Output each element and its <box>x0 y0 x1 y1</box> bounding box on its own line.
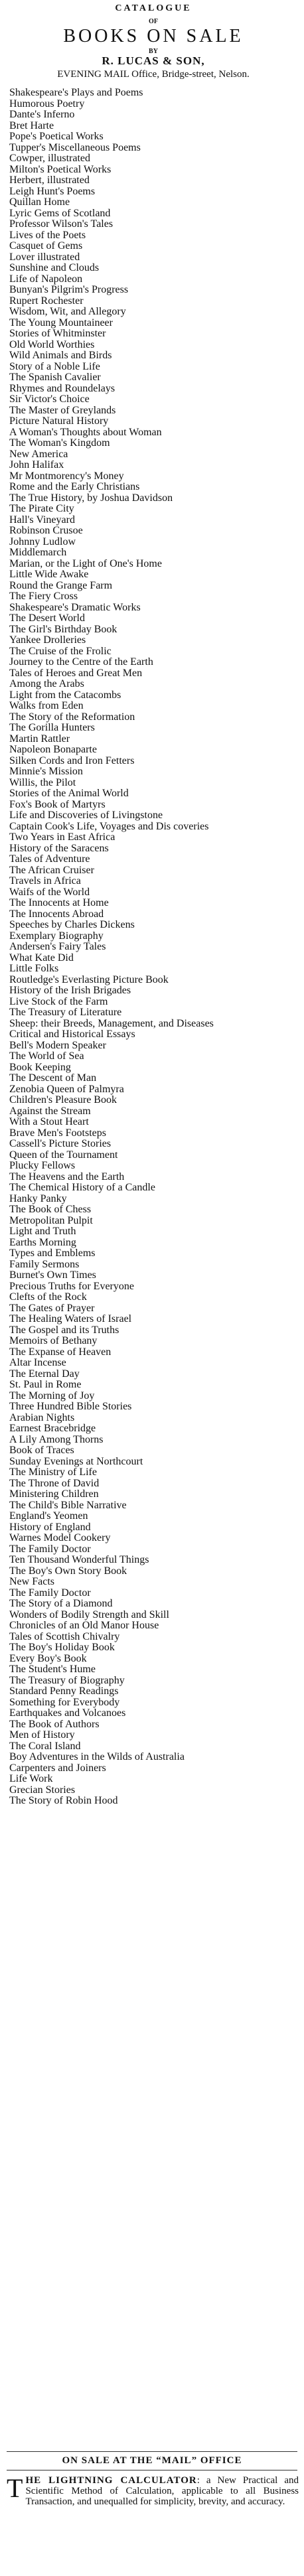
book-list-item: The Woman's Kingdom <box>9 438 110 449</box>
book-list-item: History of England <box>9 1522 91 1533</box>
book-list-item: Rome and the Early Christians <box>9 482 140 492</box>
book-list-item: Silken Cords and Iron Fetters <box>9 755 135 766</box>
book-list-item: The Master of Greylands <box>9 405 116 416</box>
book-list-item: Sir Victor's Choice <box>9 394 90 405</box>
book-list-item: Routledge's Everlasting Picture Book <box>9 974 169 985</box>
book-list-item: Chronicles of an Old Manor House <box>9 1620 159 1631</box>
book-list-item: The Story of Robin Hood <box>9 1796 118 1806</box>
book-list-item: Light and Truth <box>9 1226 76 1237</box>
book-list-item: Exemplary Biography <box>9 930 104 942</box>
book-list-item: Book Keeping <box>9 1062 71 1073</box>
book-list-item: Against the Stream <box>9 1106 91 1117</box>
book-list-item: Sunshine and Clouds <box>9 263 100 273</box>
book-list-item: The Book of Chess <box>9 1204 92 1215</box>
book-list-item: Family Sermons <box>9 1259 80 1270</box>
book-list-item: The Treasury of Literature <box>9 1007 122 1018</box>
book-list-item: A Woman's Thoughts about Woman <box>9 427 162 438</box>
book-list-item: Lives of the Poets <box>9 230 86 241</box>
book-list-item: Travels in Africa <box>9 876 81 887</box>
book-list-item: The Girl's Birthday Book <box>9 624 117 635</box>
book-list-item: Walks from Eden <box>9 701 84 711</box>
book-list-item: The African Cruiser <box>9 865 94 876</box>
book-list-item: Sunday Evenings at Northcourt <box>9 1456 143 1467</box>
book-list-item: The Family Doctor <box>9 1587 91 1599</box>
sale-notice: ON SALE AT THE “MAIL” OFFICE <box>62 2455 242 2466</box>
book-list-item: Among the Arabs <box>9 679 84 689</box>
book-list-item: Marian, or the Light of One's Home <box>9 558 162 569</box>
book-list-item: John Halifax <box>9 460 64 470</box>
book-list-item: Zenobia Queen of Palmyra <box>9 1084 124 1095</box>
book-list-item: Arabian Nights <box>9 1412 75 1423</box>
book-list-item: Wild Animals and Birds <box>9 350 112 361</box>
book-list-item: Middlemarch <box>9 547 67 558</box>
book-list-item: Humorous Poetry <box>9 98 85 109</box>
book-list-item: History of the Irish Brigades <box>9 985 131 996</box>
book-list-item: The Fiery Cross <box>9 591 78 602</box>
book-list-item: The Descent of Man <box>9 1073 97 1084</box>
book-list-item: The Throne of David <box>9 1478 100 1489</box>
book-list-item: The Innocents Abroad <box>9 908 104 920</box>
book-list-item: Yankee Drolleries <box>9 635 86 646</box>
book-list-item: Earthquakes and Volcanoes <box>9 1708 126 1719</box>
book-list-item: Herbert, illustrated <box>9 175 90 186</box>
book-list-item: The Treasury of Biography <box>9 1675 125 1686</box>
by-label: BY <box>149 48 158 55</box>
advertisement-body: : a New Practical and Scientific Method of Calculation, applicable to all Business Transaction, and unequalled for simplicity, brevity, and accuracy. <box>25 2475 299 2507</box>
book-list-item: Precious Truths for Everyone <box>9 1281 134 1292</box>
book-list-item: Burnet's Own Times <box>9 1270 96 1281</box>
book-list-item: The World of Sea <box>9 1051 84 1062</box>
book-list-item: Wisdom, Wit, and Allegory <box>9 307 126 317</box>
book-list-item: The Cruise of the Frolic <box>9 646 112 657</box>
book-list-item: Carpenters and Joiners <box>9 1762 106 1774</box>
book-list-item: The Boy's Own Story Book <box>9 1565 127 1577</box>
book-list-item: New America <box>9 449 68 460</box>
book-list-item: The Family Doctor <box>9 1543 91 1555</box>
book-list-item: Queen of the Tournament <box>9 1149 118 1161</box>
book-list-item: The Spanish Cavalier <box>9 372 101 383</box>
book-list-item: Earths Morning <box>9 1237 76 1248</box>
book-list-item: What Kate Did <box>9 952 74 964</box>
book-list-item: Johnny Ludlow <box>9 536 76 547</box>
book-list <box>9 88 300 1807</box>
book-list-item: Bret Harte <box>9 120 54 131</box>
book-list-item: Round the Grange Farm <box>9 580 113 591</box>
book-list-item: Lyric Gems of Scotland <box>9 208 111 219</box>
book-list-item: The Expanse of Heaven <box>9 1346 112 1358</box>
book-list-item: New Facts <box>9 1577 54 1587</box>
book-list-item: Cowper, illustrated <box>9 153 90 164</box>
book-list-item: Bell's Modern Speaker <box>9 1040 106 1051</box>
book-list-item: Live Stock of the Farm <box>9 996 108 1007</box>
book-list-item: Every Boy's Book <box>9 1653 87 1664</box>
book-list-item: Lover illustrated <box>9 251 80 263</box>
book-list-item: Fox's Book of Martyrs <box>9 799 106 810</box>
book-list-item: Bunyan's Pilgrim's Progress <box>9 285 129 295</box>
book-list-item: Napoleon Bonaparte <box>9 745 97 755</box>
book-list-item: Clefts of the Rock <box>9 1292 87 1303</box>
book-list-item: Tales of Adventure <box>9 854 90 865</box>
book-list-item: The Child's Bible Narrative <box>9 1500 127 1511</box>
book-list-item: Cassell's Picture Stories <box>9 1139 112 1149</box>
book-list-item: Shakespeare's Dramatic Works <box>9 602 141 613</box>
book-list-item: Andersen's Fairy Tales <box>9 942 106 952</box>
book-list-item: Waifs of the World <box>9 887 90 898</box>
book-list-item: The Eternal Day <box>9 1368 80 1380</box>
book-list-item: Critical and Historical Essays <box>9 1029 135 1040</box>
book-list-item: The Story of a Diamond <box>9 1599 113 1609</box>
catalogue-label: CATALOGUE <box>115 3 192 13</box>
page-title: BOOKS ON SALE <box>63 26 244 46</box>
book-list-item: The Young Mountaineer <box>9 317 113 328</box>
book-list-item: Altar Incense <box>9 1358 66 1368</box>
drop-cap: T <box>7 2473 23 2503</box>
book-list-item: Robinson Crusoe <box>9 526 83 536</box>
book-list-item: England's Yeomen <box>9 1511 88 1522</box>
book-list-item: Captain Cook's Life, Voyages and Dis coveries <box>9 821 209 832</box>
book-list-item: Life of Napoleon <box>9 273 83 285</box>
book-list-item: The True History, by Joshua Davidson <box>9 492 173 504</box>
book-list-item: Life Work <box>9 1774 53 1784</box>
book-list-item: Boy Adventures in the Wilds of Australia <box>9 1752 185 1762</box>
book-list-item: Metropolitan Pulpit <box>9 1215 93 1226</box>
book-list-item: Stories of the Animal World <box>9 788 129 799</box>
book-list-item: Story of a Noble Life <box>9 361 100 372</box>
advertisement <box>7 2475 299 2507</box>
book-list-item: The Book of Authors <box>9 1719 100 1730</box>
book-list-item: Warnes Model Cookery <box>9 1533 111 1543</box>
book-list-item: Rupert Rochester <box>9 295 84 307</box>
publisher-address: EVENING MAIL Office, Bridge-street, Nelson. <box>57 69 250 80</box>
book-list-item: With a Stout Heart <box>9 1117 89 1127</box>
book-list-item: Hall's Vineyard <box>9 514 75 526</box>
divider <box>7 2451 297 2452</box>
book-list-item: Rhymes and Roundelays <box>9 383 115 394</box>
book-list-item: Men of History <box>9 1730 75 1741</box>
book-list-item: The Gates of Prayer <box>9 1303 95 1314</box>
book-list-item: History of the Saracens <box>9 843 109 854</box>
book-list-item: Little Wide Awake <box>9 569 89 580</box>
book-list-item: Casquet of Gems <box>9 241 83 251</box>
advertisement-title: HE LIGHTNING CALCULATOR <box>25 2475 197 2486</box>
book-list-item: Sheep: their Breeds, Management, and Diseases <box>9 1018 214 1029</box>
book-list-item: Old World Worthies <box>9 339 95 350</box>
book-list-item: Journey to the Centre of the Earth <box>9 657 153 668</box>
book-list-item: Life and Discoveries of Livingstone <box>9 810 163 821</box>
book-list-item: The Coral Island <box>9 1741 81 1752</box>
book-list-item: The Story of the Reformation <box>9 711 135 723</box>
book-list-item: Willis, the Pilot <box>9 777 76 788</box>
book-list-item: The Ministry of Life <box>9 1467 97 1478</box>
book-list-item: Two Years in East Africa <box>9 832 115 843</box>
book-list-item: Pope's Poetical Works <box>9 131 104 142</box>
book-list-item: The Morning of Joy <box>9 1390 95 1401</box>
book-list-item: Mr Montmorency's Money <box>9 470 124 482</box>
book-list-item: Book of Traces <box>9 1445 74 1456</box>
book-list-item: Three Hundred Bible Stories <box>9 1401 132 1412</box>
book-list-item: Tupper's Miscellaneous Poems <box>9 142 141 153</box>
book-list-item: The Innocents at Home <box>9 898 109 908</box>
book-list-item: Hanky Panky <box>9 1193 67 1204</box>
book-list-item: Brave Men's Footsteps <box>9 1127 106 1139</box>
book-list-item: Leigh Hunt's Poems <box>9 186 96 197</box>
book-list-item: Dante's Inferno <box>9 109 75 120</box>
book-list-item: Stories of Whitminster <box>9 328 106 339</box>
book-list-item: St. Paul in Rome <box>9 1380 82 1390</box>
book-list-item: The Healing Waters of Israel <box>9 1314 132 1324</box>
book-list-item: Earnest Bracebridge <box>9 1423 96 1434</box>
of-label: OF <box>149 18 158 25</box>
book-list-item: The Gospel and its Truths <box>9 1324 119 1336</box>
catalogue-heading <box>7 0 300 80</box>
book-list-item: The Pirate City <box>9 504 74 514</box>
book-list-item: Standard Penny Readings <box>9 1686 119 1697</box>
book-list-item: Light from the Catacombs <box>9 689 121 701</box>
book-list-item: Milton's Poetical Works <box>9 164 112 175</box>
book-list-item: Plucky Fellows <box>9 1161 76 1171</box>
book-list-item: Tales of Heroes and Great Men <box>9 668 143 679</box>
book-list-item: Martin Rattler <box>9 733 70 745</box>
book-list-item: Grecian Stories <box>9 1784 76 1796</box>
book-list-item: Minnie's Mission <box>9 766 83 777</box>
book-list-item: Ministering Children <box>9 1489 99 1500</box>
book-list-item: Wonders of Bodily Strength and Skill <box>9 1609 169 1620</box>
book-list-item: Memoirs of Bethany <box>9 1336 98 1346</box>
book-list-item: Ten Thousand Wonderful Things <box>9 1555 149 1565</box>
book-list-item: Types and Emblems <box>9 1248 96 1259</box>
book-list-item: The Student's Hume <box>9 1664 96 1675</box>
book-list-item: Tales of Scottish Chivalry <box>9 1631 120 1642</box>
book-list-item: Speeches by Charles Dickens <box>9 920 135 930</box>
book-list-item: Shakespeare's Plays and Poems <box>9 88 143 98</box>
book-list-item: Professor Wilson's Tales <box>9 219 114 230</box>
book-list-item: A Lily Among Thorns <box>9 1434 104 1445</box>
book-list-item: The Chemical History of a Candle <box>9 1182 155 1193</box>
publisher-name: R. LUCAS & SON, <box>102 54 205 67</box>
book-list-item: The Heavens and the Earth <box>9 1171 125 1182</box>
book-list-item: Little Folks <box>9 964 59 974</box>
book-list-item: Children's Pleasure Book <box>9 1095 117 1106</box>
book-list-item: Picture Natural History <box>9 416 109 427</box>
book-list-item: The Desert World <box>9 613 85 624</box>
book-list-item: The Gorilla Hunters <box>9 723 95 733</box>
book-list-item: Something for Everybody <box>9 1697 120 1708</box>
book-list-item: The Boy's Holiday Book <box>9 1642 115 1653</box>
book-list-item: Quillan Home <box>9 197 70 208</box>
